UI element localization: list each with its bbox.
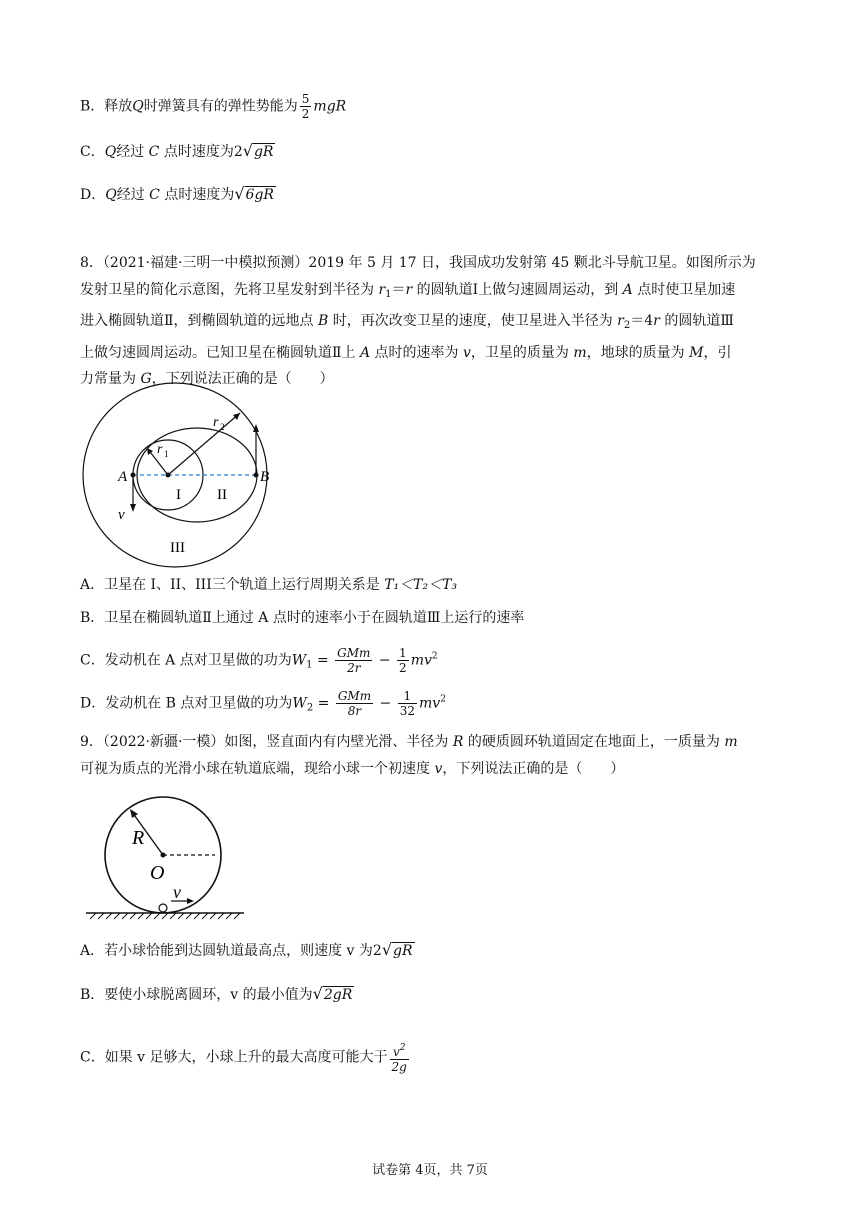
q8-option-d: D．发动机在 B 点对卫星做的功为$W_2$ = $\frac{\text{GMm}}{8r}$ − $\frac{1}{32}$ $mv^2$	[80, 689, 446, 718]
label-r1: r	[157, 442, 163, 457]
label-v: v	[173, 882, 181, 902]
label-r2: r	[213, 415, 219, 430]
r2-arrow	[168, 413, 240, 475]
q7-option-c: C．Q经过 C 点时速度为2√gR	[80, 141, 274, 160]
q8-option-a: A．卫星在 I、II、III三个轨道上运行周期关系是 T₁＜T₂＜T₃	[80, 577, 458, 593]
q9-stem: 9．（2022·新疆·一模）如图，竖直面内有内壁光滑、半径为 R 的硬质圆环轨道固定在地面上，一质量为 m 可视为质点的光滑小球在轨道底端，现给小球一个初速度 v，下列说法正确的是（ ）	[80, 734, 738, 777]
q9-option-a: A．若小球恰能到达圆轨道最高点，则速度 v 为2√gR	[80, 940, 413, 959]
orbit-diagram	[80, 378, 270, 568]
q8-stem: 8．（2021·福建·三明一中模拟预测）2019 年 5 月 17 日，我国成功发射第 45 颗北斗导航卫星。如图所示为 发射卫星的简化示意图，先将卫星发射到半径为 $r_1=r$ 的圆轨道Ⅰ上做匀速圆周运动，到 A 点时使卫星加速 进入椭圆轨道Ⅱ，到椭圆轨道的远地点 B 时，再次改变卫星的速度，使卫星进入半径为 $r_2=4r$ 的圆轨道Ⅲ 上做匀速圆周运动。已知卫星在椭圆轨道Ⅱ上 A 点时的速率为 v，卫星的质量为 m，地球的质量为 M，引 力常量为 G，下列说法正确的是（ ）	[80, 255, 756, 387]
label-b: B	[260, 469, 270, 485]
label-orbit-iii: III	[170, 540, 185, 556]
ground-hatch	[90, 913, 240, 919]
label-orbit-i: I	[176, 487, 181, 503]
ring-diagram	[84, 790, 249, 920]
q8-option-b: B．卫星在椭圆轨道Ⅱ上通过 A 点时的速率小于在圆轨道Ⅲ上运行的速率	[80, 610, 525, 626]
label-v: v	[118, 507, 125, 523]
label-r1-sub: 1	[164, 449, 169, 459]
ball	[159, 904, 167, 912]
page-footer: 试卷第 4页，共 7页	[372, 1163, 488, 1178]
q7-option-d: D．Q经过 C 点时速度为√6gR	[80, 184, 274, 203]
label-orbit-ii: II	[217, 487, 227, 503]
label-r2-sub: 2	[220, 422, 225, 432]
q7-option-b: B．释放Q时弹簧具有的弹性势能为 $\frac{5}{2}$ mgR	[80, 92, 347, 121]
label-a: A	[118, 469, 128, 485]
fraction: $\frac{5}{2}$	[301, 92, 310, 121]
q8-option-c: C．发动机在 A 点对卫星做的功为$W_1$ = $\frac{\text{GMm}}{2r}$ − $\frac{1}{2}$ $mv^2$	[80, 646, 438, 675]
q9-option-c: C．如果 v 足够大，小球上升的最大高度可能大于 $\frac{v^2}{2g}$	[80, 1043, 407, 1074]
label-r: R	[132, 827, 145, 849]
label-o: O	[150, 862, 165, 884]
q9-option-b: B．要使小球脱离圆环，v 的最小值为√2gR	[80, 984, 353, 1003]
